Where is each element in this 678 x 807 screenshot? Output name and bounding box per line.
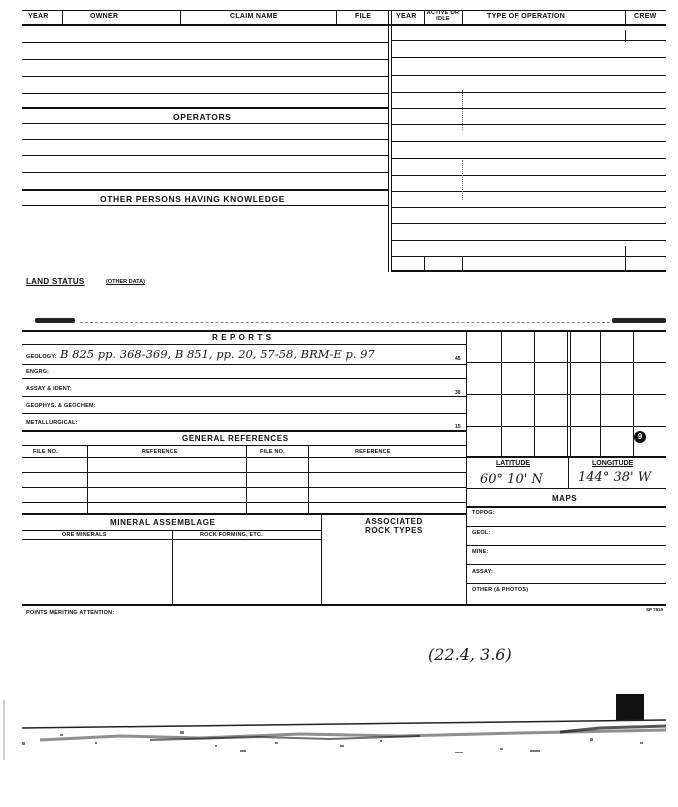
header-year: YEAR [28,13,49,20]
form-number: SP 7515 [646,607,664,612]
latitude-label: LATITUDE [496,460,531,467]
row-rule [22,457,466,458]
row-rule [466,583,666,584]
faint-column-trace [462,90,463,130]
header-type-of-operation: TYPE OF OPERATION [487,13,566,20]
scan-noise-band [0,690,678,790]
map-geol-label: GEOL: [472,530,491,536]
grid-line [570,330,571,456]
gr-header-reference-2: REFERENCE [355,449,391,455]
header-owner: OWNER [90,13,119,20]
row-rule [391,158,666,159]
geology-value: B 825 pp. 368-369, B 851, pp. 20, 57-58, BRM-E p. 97 [60,347,375,361]
col-rule [321,513,322,605]
map-topog-label: TOPOG: [472,510,495,516]
engrg-label: ENGRG: [26,369,50,375]
gr-header-file-no: FILE NO. [33,449,58,455]
reports-bottom-rule [22,604,666,606]
rock-forming-label: ROCK FORMING, ETC. [200,532,263,538]
maps-header-rule [466,506,666,508]
other-persons-top-rule [22,189,388,191]
operators-top-rule [22,107,388,109]
header-file: FILE [355,13,372,20]
faded-rule [80,322,610,323]
general-references-top-rule [22,430,466,432]
grid-line [466,426,666,427]
margin-number: 30 [455,390,461,396]
row-rule [391,108,666,109]
metallurgical-label: METALLURGICAL: [26,420,78,426]
gr-bottom-rule [22,513,466,515]
col-tick [180,10,181,24]
row-rule [22,413,466,414]
general-references-title: GENERAL REFERENCES [182,434,289,443]
points-meriting-attention-label: POINTS MERITING ATTENTION: [26,610,115,616]
row-rule [391,141,666,142]
grid-line [501,330,502,456]
scan-smudge [612,318,666,323]
row-rule [22,445,466,446]
margin-number: 15 [455,424,461,430]
reports-title: R E P O R T S [212,333,272,342]
table-header-rule [22,24,666,26]
row-rule [466,526,666,527]
faint-column-trace [462,160,463,200]
row-rule [22,42,388,43]
grid-line [466,394,666,395]
row-rule [22,364,466,365]
col-tick [625,30,626,42]
row-rule [466,488,666,489]
row-rule [22,59,388,60]
row-rule [22,123,388,124]
row-rule [22,139,388,140]
header-crew: CREW [634,13,657,20]
table-top-rule [22,10,666,11]
row-rule [22,378,466,379]
row-rule [22,502,466,503]
row-rule [22,76,388,77]
longitude-label: LONGITUDE [592,460,634,467]
header-year-right: YEAR [396,13,417,20]
grid-line [567,330,568,456]
col-tick [625,246,626,270]
row-rule [22,472,466,473]
col-tick [424,10,425,24]
gr-header-reference: REFERENCE [142,449,178,455]
row-rule [391,240,666,241]
ore-minerals-label: ORE MINERALS [62,532,107,538]
row-rule [22,93,388,94]
col-rule [308,445,309,513]
col-tick [625,10,626,24]
geology-label: GEOLOGY: [26,354,57,360]
scan-smudge [35,318,75,323]
col-tick [462,10,463,24]
row-rule [391,57,666,58]
gr-header-file-no-2: FILE NO. [260,449,285,455]
assay-ident-label: ASSAY & IDENT: [26,386,72,392]
land-status-sublabel: (OTHER DATA) [106,279,145,285]
row-rule [22,155,388,156]
land-status-label: LAND STATUS [26,277,85,286]
latitude-value: 60° 10' N [480,472,543,487]
row-rule [22,396,466,397]
row-rule [466,564,666,565]
map-mine-label: MINE: [472,549,489,555]
row-rule [22,487,466,488]
right-bottom-rule [391,270,666,272]
map-assay-label: ASSAY: [472,569,494,575]
row-rule [22,172,388,173]
col-rule [87,445,88,513]
mineral-assemblage-title: MINERAL ASSEMBLAGE [110,518,216,527]
col-rule [172,530,173,605]
col-tick [336,10,337,24]
lat-long-divider [568,456,569,488]
header-active-or-idle: ACTIVE OR IDLE [426,10,460,22]
row-rule [391,223,666,224]
longitude-value: 144° 38' W [578,470,652,485]
associated-rock-types-label: ASSOCIATED ROCK TYPES [364,517,423,535]
col-tick [424,256,425,270]
row-rule [391,92,666,93]
geophys-geochem-label: GEOPHYS. & GEOCHEM: [26,403,96,409]
row-rule [391,207,666,208]
other-persons-label: OTHER PERSONS HAVING KNOWLEDGE [100,194,286,204]
row-rule [391,75,666,76]
col-rule [246,445,247,513]
grid-line [534,330,535,456]
col-tick [62,10,63,24]
row-rule [22,344,466,345]
grid-line [466,362,666,363]
col-tick [462,256,463,270]
maps-title: MAPS [552,494,578,503]
row-rule [466,545,666,546]
grid-line [600,330,601,456]
grid-marker: 9 [634,431,646,443]
row-rule [391,175,666,176]
center-divider [388,10,389,272]
handwritten-coordinates: (22.4, 3.6) [428,645,512,664]
row-rule [22,205,388,206]
grid-bottom-rule [466,456,666,458]
margin-number: 45 [455,356,461,362]
row-rule [391,124,666,125]
operators-label: OPERATORS [173,112,232,122]
header-claim-name: CLAIM NAME [230,13,278,20]
row-rule [391,191,666,192]
map-other-photos-label: OTHER (& PHOTOS) [472,587,529,593]
